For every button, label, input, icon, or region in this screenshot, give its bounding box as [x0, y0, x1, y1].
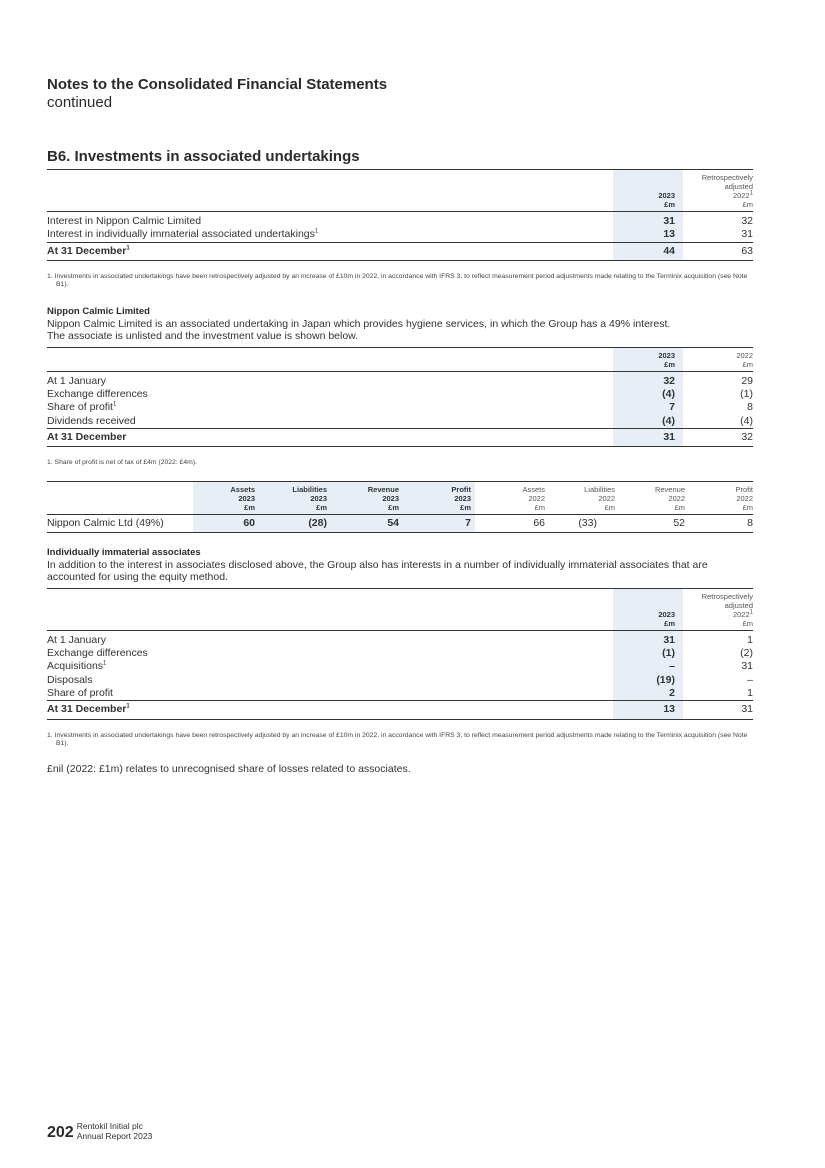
footnote: 1. Investments in associated undertakings have been retrospectively adjusted by an increase of £10m in 2022, in accordance with IFRS 3, to reflect measurement period adjustments made relating to the Terminix acquisition (see Note B1).	[47, 272, 748, 289]
table-total-row: At 31 December$^1$ 44 63	[47, 242, 753, 260]
col-header-profit-2023: Profit 2023 £m	[403, 481, 475, 514]
page-number: 202	[47, 1124, 74, 1141]
col-header-assets-2023: Assets 2023 £m	[193, 481, 259, 514]
col-header-profit-2022: Profit 2022 £m	[735, 484, 753, 512]
footer-text: Rentokil Initial plc Annual Report 2023	[76, 1121, 153, 1141]
col-header-assets-2022: Assets 2022 £m	[522, 484, 545, 512]
col-header-2023: 2023 £m	[613, 347, 683, 371]
table-header-row	[47, 170, 753, 212]
table-total-row: At 31 December$^1$ 13 31	[47, 701, 753, 719]
immaterial-title: Individually immaterial associates	[47, 546, 201, 558]
associates-summary-table	[47, 169, 753, 261]
footnote: 1. Investments in associated undertakings have been retrospectively adjusted by an increase of £10m in 2022, in accordance with IFRS 3, to reflect measurement period adjustments made relating to the Terminix acquisition (see Note B1).	[47, 731, 748, 748]
page-subtitle: continued	[47, 94, 113, 111]
col-header-2023: 2023 £m	[613, 170, 683, 212]
table-row: Exchange differences (1) (2)	[47, 647, 753, 660]
nippon-paragraph-2: The associate is unlisted and the investment value is shown below.	[47, 330, 359, 343]
table-row: Interest in individually immaterial associated undertakings$^1$ 13 31	[47, 228, 753, 241]
footnote: 1. Share of profit is net of tax of £4m (2022: £4m).	[47, 459, 197, 467]
table-row: Nippon Calmic Ltd (49%) 60 (28) 54 7 66 (33) 52 8	[47, 514, 753, 532]
nippon-title: Nippon Calmic Limited	[47, 305, 150, 317]
table-row: Dividends received (4) (4)	[47, 414, 753, 427]
table-row: Acquisitions$^1$ – 31	[47, 660, 753, 673]
nippon-paragraph: Nippon Calmic Limited is an associated undertaking in Japan which provides hygiene services, in which the Group has a 49% interest.	[47, 317, 671, 330]
col-header-liabilities-2022: Liabilities 2022 £m	[584, 484, 615, 512]
page-content	[47, 76, 753, 775]
table-row: At 1 January 32 29	[47, 371, 753, 388]
nippon-financials-table	[47, 481, 753, 533]
col-header-2023: 2023 £m	[613, 588, 683, 630]
section-title: B6. Investments in associated undertakings	[47, 148, 360, 165]
table-row: At 1 January 31 1	[47, 630, 753, 647]
col-header-revenue-2022: Revenue 2022 £m	[654, 484, 685, 512]
closing-note: £nil (2022: £1m) relates to unrecognised share of losses related to associates.	[47, 762, 411, 775]
table-row: Disposals (19) –	[47, 673, 753, 686]
col-header-2022: 2022 £m	[736, 350, 753, 369]
table-row: Exchange differences (4) (1)	[47, 388, 753, 401]
nippon-movement-table	[47, 347, 753, 447]
immaterial-movement-table	[47, 588, 753, 720]
table-total-row: At 31 December 31 32	[47, 429, 753, 447]
table-header-row	[47, 347, 753, 371]
col-header-2022: Retrospectively adjusted 2022$^1$ £m	[701, 173, 753, 209]
table-row: Share of profit 2 1	[47, 687, 753, 700]
table-header-row	[47, 588, 753, 630]
col-header-2022: Retrospectively adjusted 2022$^1$ £m	[701, 591, 753, 628]
col-header-liabilities-2023: Liabilities 2023 £m	[259, 481, 331, 514]
table-header-row	[47, 481, 753, 514]
immaterial-paragraph: In addition to the interest in associates disclosed above, the Group also has interests in a number of individually immaterial associates that are accounted for using the equity method.	[47, 558, 708, 584]
col-header-revenue-2023: Revenue 2023 £m	[331, 481, 403, 514]
page-footer	[47, 1122, 152, 1141]
page-title: Notes to the Consolidated Financial Statements	[47, 76, 388, 93]
table-row: Share of profit$^1$ 7 8	[47, 401, 753, 414]
table-row: Interest in Nippon Calmic Limited 31 32	[47, 212, 753, 229]
